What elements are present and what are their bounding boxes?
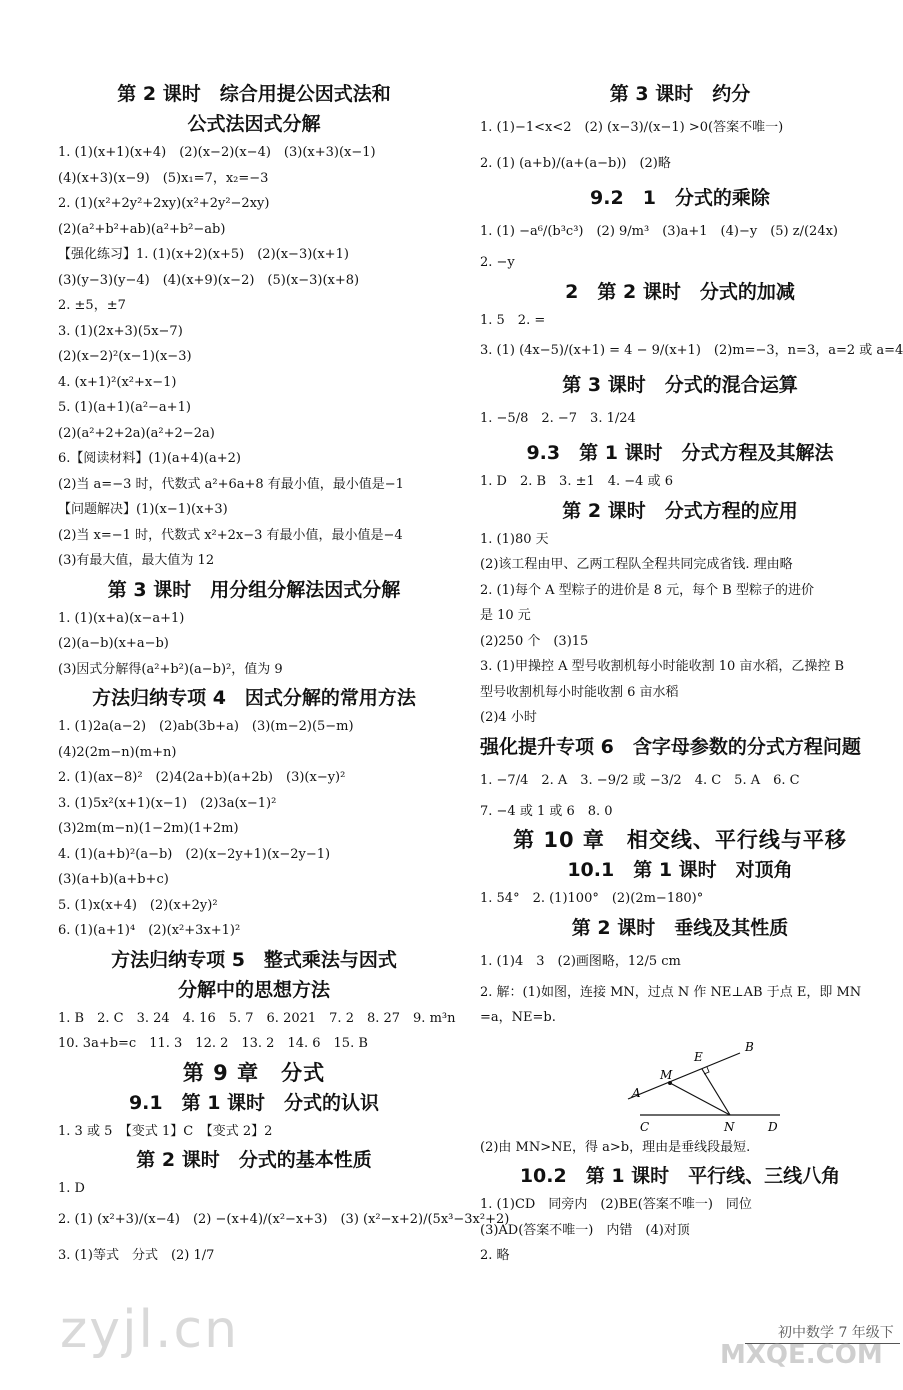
- answer-line: 2. −y: [480, 255, 515, 270]
- section-title: 第 2 课时 垂线及其性质: [571, 916, 789, 939]
- answer-line: (3)(y−3)(y−4) (4)(x+9)(x−2) (5)(x−3)(x+8): [58, 272, 360, 288]
- section-title: 强化提升专项 6 含字母参数的分式方程问题: [480, 735, 861, 758]
- answer-line: 1. (1)(x+a)(x−a+1): [58, 610, 185, 626]
- answer-line: 1. 5 2. =: [480, 312, 546, 328]
- answer-line: 2. (1) (x²+3)/(x−4) (2) −(x+4)/(x²−x+3) (3) (x²−x+2)/(5x³−3x²+2): [58, 1211, 510, 1227]
- answer-line: (3)(a+b)(a+b+c): [58, 872, 169, 887]
- answer-line: (2)(a−b)(x+a−b): [58, 636, 169, 651]
- label-a: A: [632, 1085, 641, 1100]
- section-title: 公式法因式分解: [187, 113, 321, 135]
- answer-line: 1. −7/4 2. A 3. −9/2 或 −3/2 4. C 5. A 6. C: [480, 772, 800, 788]
- answer-line: 【问题解决】(1)(x−1)(x+3): [58, 502, 228, 517]
- answer-line: 型号收割机每小时能收割 6 亩水稻: [480, 684, 679, 700]
- section-title: 方法归纳专项 4 因式分解的常用方法: [92, 687, 416, 709]
- answer-line: 4. (x+1)²(x²+x−1): [58, 374, 177, 390]
- page-footer: 初中数学 7 年级下: [778, 1325, 894, 1341]
- section-title: 10.2 第 1 课时 平行线、三线八角: [519, 1165, 841, 1187]
- answer-line: 2. (1)(x²+2y²+2xy)(x²+2y²−2xy): [58, 196, 270, 211]
- line-ab: [628, 1053, 740, 1099]
- right-column: [480, 78, 903, 1269]
- watermark-secondary: MXQE.COM: [720, 1340, 883, 1370]
- answer-line: 3. (1)(2x+3)(5x−7): [58, 323, 183, 339]
- answer-line: 2. (1)(ax−8)² (2)4(2a+b)(a+2b) (3)(x−y)²: [58, 770, 346, 785]
- answer-line: 1. (1)−1<x<2 (2) (x−3)/(x−1) >0(答案不唯一): [480, 120, 784, 135]
- answer-line: 3. (1) (4x−5)/(x+1) = 4 − 9/(x+1) (2)m=−3，n=3，a=2 或 a=4: [480, 343, 903, 358]
- watermark: zyjl.cn: [60, 1300, 240, 1360]
- answer-line: 5. (1)x(x+4) (2)(x+2y)²: [58, 897, 218, 913]
- answer-line: 1. (1)CD 同旁内 (2)BE(答案不唯一) 同位: [480, 1197, 752, 1212]
- section-title: 第 2 课时 综合用提公因式法和: [117, 83, 391, 105]
- answer-line: (2)250 个 (3)15: [480, 633, 589, 649]
- section-title: 第 2 课时 分式的基本性质: [136, 1149, 372, 1171]
- section-title: 2 第 2 课时 分式的加减: [565, 280, 795, 303]
- section-title: 10.1 第 1 课时 对顶角: [567, 859, 793, 881]
- answer-line: (4)(x+3)(x−9) (5)x₁=7，x₂=−3: [58, 170, 269, 186]
- answer-line: 1. (1) −a⁶/(b³c³) (2) 9/m³ (3)a+1 (4)−y (5) z/(24x): [480, 224, 838, 239]
- answer-line: 1. 3 或 5 【变式 1】C 【变式 2】2: [58, 1123, 273, 1139]
- answer-line: 2. ±5，±7: [58, 298, 126, 313]
- section-title: 第 2 课时 分式方程的应用: [562, 499, 798, 522]
- section-title: 9.3 第 1 课时 分式方程及其解法: [526, 442, 834, 464]
- answer-line: (2)(a²+2+2a)(a²+2−2a): [58, 425, 215, 441]
- geometry-figure: [620, 1035, 800, 1135]
- answer-line: 3. (1)甲操控 A 型号收割机每小时能收割 10 亩水稻，乙操控 B: [480, 659, 845, 674]
- answer-line: (3)2m(m−n)(1−2m)(1+2m): [58, 821, 239, 836]
- answer-line: 1. B 2. C 3. 24 4. 16 5. 7 6. 2021 7. 2 8. 27 9. m³n: [58, 1010, 456, 1026]
- answer-line: (2)4 小时: [480, 710, 537, 725]
- chapter-title: 第 10 章 相交线、平行线与平移: [513, 828, 847, 852]
- section-title: 第 3 课时 分式的混合运算: [562, 374, 798, 396]
- answer-line: 10. 3a+b=c 11. 3 12. 2 13. 2 14. 6 15. B: [58, 1036, 368, 1051]
- answer-line: 【强化练习】1. (1)(x+2)(x+5) (2)(x−3)(x+1): [58, 247, 349, 262]
- answer-line: (3)有最大值，最大值为 12: [58, 553, 215, 568]
- label-c: C: [640, 1119, 650, 1134]
- answer-line: 1. (1)4 3 (2)画图略，12/5 cm: [480, 953, 681, 969]
- answer-line: 3. (1)5x²(x+1)(x−1) (2)3a(x−1)²: [58, 795, 277, 811]
- answer-line: 1. (1)2a(a−2) (2)ab(3b+a) (3)(m−2)(5−m): [58, 719, 354, 734]
- answer-line: 1. (1)80 天: [480, 531, 549, 547]
- section-title: 方法归纳专项 5 整式乘法与因式: [111, 948, 397, 971]
- answer-line: 2. 解：(1)如图，连接 MN，过点 N 作 NE⊥AB 于点 E，即 MN: [480, 984, 862, 1000]
- section-title: 第 3 课时 约分: [609, 83, 751, 105]
- segment-mn: [670, 1083, 730, 1115]
- answer-line: 1. D: [58, 1181, 85, 1196]
- answer-line: (3)AD(答案不唯一) 内错 (4)对顶: [480, 1222, 690, 1238]
- answer-line: (2)当 x=−1 时，代数式 x²+2x−3 有最小值，最小值是−4: [58, 527, 403, 543]
- label-m: M: [660, 1067, 673, 1082]
- answer-line: 5. (1)(a+1)(a²−a+1): [58, 400, 191, 415]
- chapter-title: 第 9 章 分式: [182, 1060, 326, 1085]
- answer-line: (2)当 a=−3 时，代数式 a²+6a+8 有最小值，最小值是−1: [58, 476, 404, 492]
- answer-line: (2)(x−2)²(x−1)(x−3): [58, 349, 192, 364]
- label-e: E: [694, 1049, 703, 1064]
- section-title: 9.2 1 分式的乘除: [590, 187, 770, 209]
- answer-line: (4)2(2m−n)(m+n): [58, 744, 177, 760]
- answer-line: (2)(a²+b²+ab)(a²+b²−ab): [58, 221, 226, 237]
- answer-line: 6.【阅读材料】(1)(a+4)(a+2): [58, 451, 241, 466]
- answer-line: (2)该工程由甲、乙两工程队全程共同完成省钱. 理由略: [480, 557, 793, 572]
- label-d: D: [768, 1119, 778, 1134]
- answer-line: 是 10 元: [480, 608, 531, 623]
- label-n: N: [724, 1119, 735, 1134]
- answer-line: 1. 54° 2. (1)100° (2)(2m−180)°: [480, 891, 704, 906]
- answer-line: (2)由 MN>NE，得 a>b，理由是垂线段最短.: [480, 1139, 751, 1155]
- answer-line: 6. (1)(a+1)⁴ (2)(x²+3x+1)²: [58, 923, 241, 938]
- section-title: 第 3 课时 用分组分解法因式分解: [107, 578, 401, 601]
- answer-line: 4. (1)(a+b)²(a−b) (2)(x−2y+1)(x−2y−1): [58, 846, 331, 862]
- label-b: B: [745, 1039, 754, 1054]
- answer-line: 7. −4 或 1 或 6 8. 0: [480, 803, 613, 819]
- answer-line: 2. (1) (a+b)/(a+(a−b)) (2)略: [480, 156, 671, 171]
- answer-line: 2. (1)每个 A 型粽子的进价是 8 元，每个 B 型粽子的进价: [480, 582, 814, 598]
- answer-line: 2. 略: [480, 1248, 510, 1263]
- section-title: 分解中的思想方法: [177, 978, 330, 1001]
- answer-line: (3)因式分解得(a²+b²)(a−b)²，值为 9: [58, 661, 283, 677]
- section-title: 9.1 第 1 课时 分式的认识: [128, 1091, 380, 1114]
- answer-line: 1. −5/8 2. −7 3. 1/24: [480, 411, 636, 426]
- answer-line: =a，NE=b.: [480, 1010, 556, 1025]
- answer-line: 1. D 2. B 3. ±1 4. −4 或 6: [480, 474, 673, 489]
- answer-line: 1. (1)(x+1)(x+4) (2)(x−2)(x−4) (3)(x+3)(x−1): [58, 145, 376, 160]
- answer-line: 3. (1)等式 分式 (2) 1/7: [58, 1247, 215, 1263]
